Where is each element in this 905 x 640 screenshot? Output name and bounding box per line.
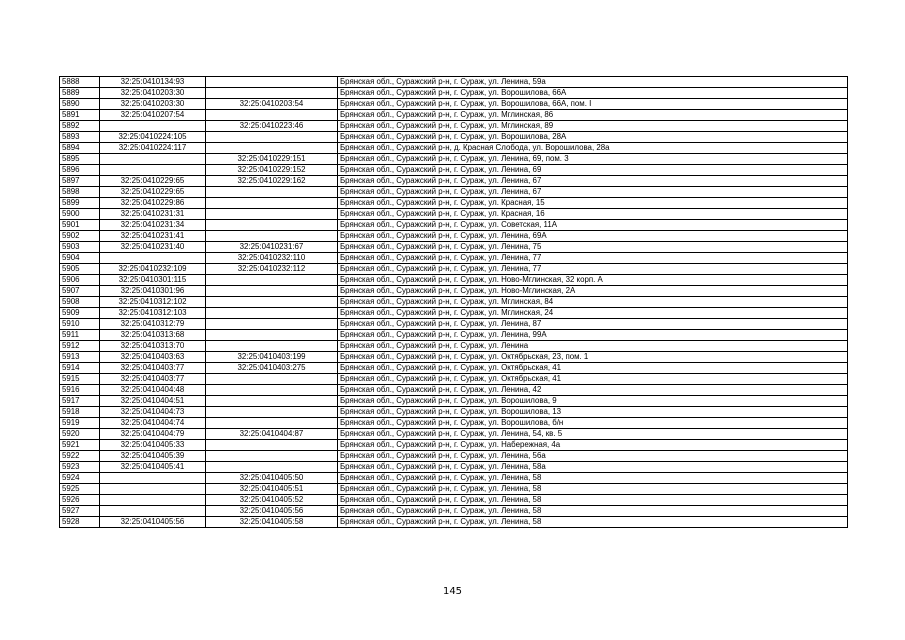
page-number: 145	[442, 586, 463, 597]
table-row	[60, 99, 848, 110]
row-number-cell: 5923	[60, 462, 100, 473]
cadastral-number-cell: 32:25:0410405:56	[100, 517, 206, 528]
address-cell: Брянская обл., Суражский р-н, г. Сураж, ул. Ново-Мглинская, 32 корп. А	[338, 275, 848, 286]
address-cell: Брянская обл., Суражский р-н, г. Сураж, ул. Октябрьская, 41	[338, 374, 848, 385]
premises-cadastral-number-cell: 32:25:0410405:56	[206, 506, 338, 517]
cadastral-number-cell: 32:25:0410405:41	[100, 462, 206, 473]
address-cell: Брянская обл., Суражский р-н, г. Сураж, ул. Ленина, 69, пом. 3	[338, 154, 848, 165]
table-row	[60, 440, 848, 451]
premises-cadastral-number-cell	[206, 462, 338, 473]
cadastral-number-cell	[100, 253, 206, 264]
row-number-cell: 5901	[60, 220, 100, 231]
property-registry-table	[59, 76, 848, 528]
cadastral-number-cell: 32:25:0410313:70	[100, 341, 206, 352]
cadastral-number-cell: 32:25:0410232:109	[100, 264, 206, 275]
table-row	[60, 165, 848, 176]
table-row	[60, 418, 848, 429]
table-row	[60, 451, 848, 462]
address-cell: Брянская обл., Суражский р-н, г. Сураж, ул. Ворошилова, 66А	[338, 88, 848, 99]
premises-cadastral-number-cell: 32:25:0410403:275	[206, 363, 338, 374]
address-cell: Брянская обл., Суражский р-н, г. Сураж, ул. Ленина, 58	[338, 473, 848, 484]
cadastral-number-cell: 32:25:0410229:65	[100, 187, 206, 198]
address-cell: Брянская обл., Суражский р-н, г. Сураж, ул. Мглинская, 89	[338, 121, 848, 132]
registry-body	[60, 77, 848, 528]
row-number-cell: 5898	[60, 187, 100, 198]
cadastral-number-cell	[100, 121, 206, 132]
row-number-cell: 5918	[60, 407, 100, 418]
address-cell: Брянская обл., Суражский р-н, г. Сураж, ул. Ленина, 77	[338, 253, 848, 264]
row-number-cell: 5916	[60, 385, 100, 396]
address-cell: Брянская обл., Суражский р-н, г. Сураж, ул. Ленина, 59а	[338, 77, 848, 88]
table-row	[60, 374, 848, 385]
premises-cadastral-number-cell	[206, 440, 338, 451]
row-number-cell: 5906	[60, 275, 100, 286]
row-number-cell: 5920	[60, 429, 100, 440]
premises-cadastral-number-cell: 32:25:0410203:54	[206, 99, 338, 110]
table-row	[60, 88, 848, 99]
cadastral-number-cell: 32:25:0410404:51	[100, 396, 206, 407]
premises-cadastral-number-cell	[206, 220, 338, 231]
premises-cadastral-number-cell	[206, 418, 338, 429]
table-row	[60, 495, 848, 506]
premises-cadastral-number-cell: 32:25:0410231:67	[206, 242, 338, 253]
address-cell: Брянская обл., Суражский р-н, г. Сураж, ул. Ленина, 56а	[338, 451, 848, 462]
table-row	[60, 286, 848, 297]
address-cell: Брянская обл., Суражский р-н, г. Сураж, ул. Ворошилова, 9	[338, 396, 848, 407]
cadastral-number-cell: 32:25:0410403:77	[100, 374, 206, 385]
row-number-cell: 5910	[60, 319, 100, 330]
address-cell: Брянская обл., Суражский р-н, г. Сураж, ул. Ленина, 58	[338, 506, 848, 517]
row-number-cell: 5919	[60, 418, 100, 429]
address-cell: Брянская обл., Суражский р-н, г. Сураж, ул. Ворошилова, 66А, пом. I	[338, 99, 848, 110]
row-number-cell: 5891	[60, 110, 100, 121]
table-row	[60, 154, 848, 165]
cadastral-number-cell	[100, 506, 206, 517]
address-cell: Брянская обл., Суражский р-н, г. Сураж, ул. Ленина, 75	[338, 242, 848, 253]
premises-cadastral-number-cell: 32:25:0410229:162	[206, 176, 338, 187]
premises-cadastral-number-cell: 32:25:0410405:52	[206, 495, 338, 506]
address-cell: Брянская обл., Суражский р-н, г. Сураж, ул. Ленина, 58	[338, 495, 848, 506]
cadastral-number-cell	[100, 473, 206, 484]
premises-cadastral-number-cell	[206, 385, 338, 396]
premises-cadastral-number-cell	[206, 330, 338, 341]
table-row	[60, 385, 848, 396]
table-row	[60, 231, 848, 242]
row-number-cell: 5899	[60, 198, 100, 209]
cadastral-number-cell: 32:25:0410224:117	[100, 143, 206, 154]
table-row	[60, 275, 848, 286]
address-cell: Брянская обл., Суражский р-н, г. Сураж, ул. Ленина, 67	[338, 187, 848, 198]
row-number-cell: 5907	[60, 286, 100, 297]
premises-cadastral-number-cell	[206, 187, 338, 198]
premises-cadastral-number-cell	[206, 297, 338, 308]
cadastral-number-cell: 32:25:0410301:115	[100, 275, 206, 286]
premises-cadastral-number-cell: 32:25:0410223:46	[206, 121, 338, 132]
table-row	[60, 319, 848, 330]
cadastral-number-cell: 32:25:0410229:65	[100, 176, 206, 187]
premises-cadastral-number-cell	[206, 143, 338, 154]
row-number-cell: 5921	[60, 440, 100, 451]
premises-cadastral-number-cell: 32:25:0410404:87	[206, 429, 338, 440]
table-row	[60, 77, 848, 88]
premises-cadastral-number-cell: 32:25:0410403:199	[206, 352, 338, 363]
cadastral-number-cell: 32:25:0410301:96	[100, 286, 206, 297]
row-number-cell: 5914	[60, 363, 100, 374]
cadastral-number-cell: 32:25:0410231:34	[100, 220, 206, 231]
address-cell: Брянская обл., Суражский р-н, г. Сураж, ул. Ленина, 54, кв. 5	[338, 429, 848, 440]
address-cell: Брянская обл., Суражский р-н, г. Сураж, ул. Ленина, 58	[338, 484, 848, 495]
table-row	[60, 110, 848, 121]
cadastral-number-cell: 32:25:0410231:31	[100, 209, 206, 220]
table-row	[60, 462, 848, 473]
table-row	[60, 363, 848, 374]
table-row	[60, 352, 848, 363]
premises-cadastral-number-cell: 32:25:0410405:58	[206, 517, 338, 528]
cadastral-number-cell: 32:25:0410312:103	[100, 308, 206, 319]
address-cell: Брянская обл., Суражский р-н, г. Сураж, ул. Ленина, 69А	[338, 231, 848, 242]
row-number-cell: 5897	[60, 176, 100, 187]
address-cell: Брянская обл., Суражский р-н, г. Сураж, ул. Октябрьская, 41	[338, 363, 848, 374]
premises-cadastral-number-cell	[206, 451, 338, 462]
premises-cadastral-number-cell	[206, 308, 338, 319]
premises-cadastral-number-cell	[206, 286, 338, 297]
premises-cadastral-number-cell	[206, 198, 338, 209]
premises-cadastral-number-cell: 32:25:0410232:112	[206, 264, 338, 275]
table-row	[60, 473, 848, 484]
row-number-cell: 5893	[60, 132, 100, 143]
address-cell: Брянская обл., Суражский р-н, г. Сураж, ул. Советская, 11А	[338, 220, 848, 231]
row-number-cell: 5896	[60, 165, 100, 176]
cadastral-number-cell: 32:25:0410403:63	[100, 352, 206, 363]
premises-cadastral-number-cell: 32:25:0410229:152	[206, 165, 338, 176]
cadastral-number-cell: 32:25:0410404:73	[100, 407, 206, 418]
row-number-cell: 5925	[60, 484, 100, 495]
table-row	[60, 407, 848, 418]
address-cell: Брянская обл., Суражский р-н, г. Сураж, ул. Ленина, 67	[338, 176, 848, 187]
row-number-cell: 5892	[60, 121, 100, 132]
address-cell: Брянская обл., Суражский р-н, г. Сураж, ул. Ленина, 42	[338, 385, 848, 396]
cadastral-number-cell: 32:25:0410405:39	[100, 451, 206, 462]
premises-cadastral-number-cell: 32:25:0410232:110	[206, 253, 338, 264]
cadastral-number-cell: 32:25:0410134:93	[100, 77, 206, 88]
cadastral-number-cell	[100, 165, 206, 176]
address-cell: Брянская обл., Суражский р-н, г. Сураж, ул. Ленина, 77	[338, 264, 848, 275]
premises-cadastral-number-cell	[206, 319, 338, 330]
address-cell: Брянская обл., Суражский р-н, г. Сураж, ул. Ленина, 69	[338, 165, 848, 176]
address-cell: Брянская обл., Суражский р-н, г. Сураж, ул. Ворошилова, 28А	[338, 132, 848, 143]
row-number-cell: 5895	[60, 154, 100, 165]
row-number-cell: 5903	[60, 242, 100, 253]
address-cell: Брянская обл., Суражский р-н, г. Сураж, ул. Мглинская, 24	[338, 308, 848, 319]
premises-cadastral-number-cell	[206, 110, 338, 121]
table-row	[60, 396, 848, 407]
table-row	[60, 253, 848, 264]
table-row	[60, 429, 848, 440]
row-number-cell: 5912	[60, 341, 100, 352]
row-number-cell: 5902	[60, 231, 100, 242]
cadastral-number-cell: 32:25:0410313:68	[100, 330, 206, 341]
cadastral-number-cell: 32:25:0410404:48	[100, 385, 206, 396]
premises-cadastral-number-cell	[206, 407, 338, 418]
address-cell: Брянская обл., Суражский р-н, г. Сураж, ул. Ворошилова, б/н	[338, 418, 848, 429]
row-number-cell: 5913	[60, 352, 100, 363]
premises-cadastral-number-cell	[206, 396, 338, 407]
cadastral-number-cell: 32:25:0410203:30	[100, 99, 206, 110]
premises-cadastral-number-cell	[206, 132, 338, 143]
row-number-cell: 5894	[60, 143, 100, 154]
premises-cadastral-number-cell: 32:25:0410405:51	[206, 484, 338, 495]
address-cell: Брянская обл., Суражский р-н, г. Сураж, ул. Красная, 15	[338, 198, 848, 209]
cadastral-number-cell: 32:25:0410404:74	[100, 418, 206, 429]
address-cell: Брянская обл., Суражский р-н, д. Красная Слобода, ул. Ворошилова, 28а	[338, 143, 848, 154]
address-cell: Брянская обл., Суражский р-н, г. Сураж, ул. Ленина, 58	[338, 517, 848, 528]
address-cell: Брянская обл., Суражский р-н, г. Сураж, ул. Набережная, 4а	[338, 440, 848, 451]
row-number-cell: 5915	[60, 374, 100, 385]
address-cell: Брянская обл., Суражский р-н, г. Сураж, ул. Красная, 16	[338, 209, 848, 220]
premises-cadastral-number-cell	[206, 231, 338, 242]
row-number-cell: 5911	[60, 330, 100, 341]
row-number-cell: 5924	[60, 473, 100, 484]
address-cell: Брянская обл., Суражский р-н, г. Сураж, ул. Ворошилова, 13	[338, 407, 848, 418]
premises-cadastral-number-cell	[206, 77, 338, 88]
premises-cadastral-number-cell	[206, 275, 338, 286]
cadastral-number-cell: 32:25:0410231:40	[100, 242, 206, 253]
address-cell: Брянская обл., Суражский р-н, г. Сураж, ул. Мглинская, 86	[338, 110, 848, 121]
table-row	[60, 341, 848, 352]
cadastral-number-cell: 32:25:0410207:54	[100, 110, 206, 121]
table-row	[60, 132, 848, 143]
row-number-cell: 5889	[60, 88, 100, 99]
table-row	[60, 220, 848, 231]
address-cell: Брянская обл., Суражский р-н, г. Сураж, ул. Ленина	[338, 341, 848, 352]
cadastral-number-cell: 32:25:0410404:79	[100, 429, 206, 440]
cadastral-number-cell	[100, 154, 206, 165]
address-cell: Брянская обл., Суражский р-н, г. Сураж, ул. Ленина, 99А	[338, 330, 848, 341]
table-row	[60, 143, 848, 154]
address-cell: Брянская обл., Суражский р-н, г. Сураж, ул. Мглинская, 84	[338, 297, 848, 308]
table-row	[60, 308, 848, 319]
table-row	[60, 517, 848, 528]
address-cell: Брянская обл., Суражский р-н, г. Сураж, ул. Ленина, 87	[338, 319, 848, 330]
address-cell: Брянская обл., Суражский р-н, г. Сураж, ул. Октябрьская, 23, пом. 1	[338, 352, 848, 363]
row-number-cell: 5922	[60, 451, 100, 462]
table-row	[60, 242, 848, 253]
table-row	[60, 506, 848, 517]
table-row	[60, 121, 848, 132]
row-number-cell: 5928	[60, 517, 100, 528]
table-row	[60, 209, 848, 220]
table-row	[60, 264, 848, 275]
cadastral-number-cell	[100, 484, 206, 495]
cadastral-number-cell: 32:25:0410403:77	[100, 363, 206, 374]
row-number-cell: 5908	[60, 297, 100, 308]
cadastral-number-cell: 32:25:0410224:105	[100, 132, 206, 143]
cadastral-number-cell: 32:25:0410312:102	[100, 297, 206, 308]
table-row	[60, 198, 848, 209]
row-number-cell: 5900	[60, 209, 100, 220]
premises-cadastral-number-cell	[206, 374, 338, 385]
row-number-cell: 5917	[60, 396, 100, 407]
row-number-cell: 5890	[60, 99, 100, 110]
row-number-cell: 5905	[60, 264, 100, 275]
premises-cadastral-number-cell: 32:25:0410229:151	[206, 154, 338, 165]
row-number-cell: 5909	[60, 308, 100, 319]
cadastral-number-cell	[100, 495, 206, 506]
table-row	[60, 330, 848, 341]
row-number-cell: 5888	[60, 77, 100, 88]
table-row	[60, 176, 848, 187]
row-number-cell: 5927	[60, 506, 100, 517]
address-cell: Брянская обл., Суражский р-н, г. Сураж, ул. Ново-Мглинская, 2А	[338, 286, 848, 297]
cadastral-number-cell: 32:25:0410405:33	[100, 440, 206, 451]
premises-cadastral-number-cell	[206, 341, 338, 352]
premises-cadastral-number-cell: 32:25:0410405:50	[206, 473, 338, 484]
cadastral-number-cell: 32:25:0410203:30	[100, 88, 206, 99]
table-row	[60, 484, 848, 495]
row-number-cell: 5926	[60, 495, 100, 506]
premises-cadastral-number-cell	[206, 88, 338, 99]
address-cell: Брянская обл., Суражский р-н, г. Сураж, ул. Ленина, 58а	[338, 462, 848, 473]
premises-cadastral-number-cell	[206, 209, 338, 220]
table-row	[60, 297, 848, 308]
cadastral-number-cell: 32:25:0410231:41	[100, 231, 206, 242]
table-row	[60, 187, 848, 198]
cadastral-number-cell: 32:25:0410312:79	[100, 319, 206, 330]
row-number-cell: 5904	[60, 253, 100, 264]
cadastral-number-cell: 32:25:0410229:86	[100, 198, 206, 209]
